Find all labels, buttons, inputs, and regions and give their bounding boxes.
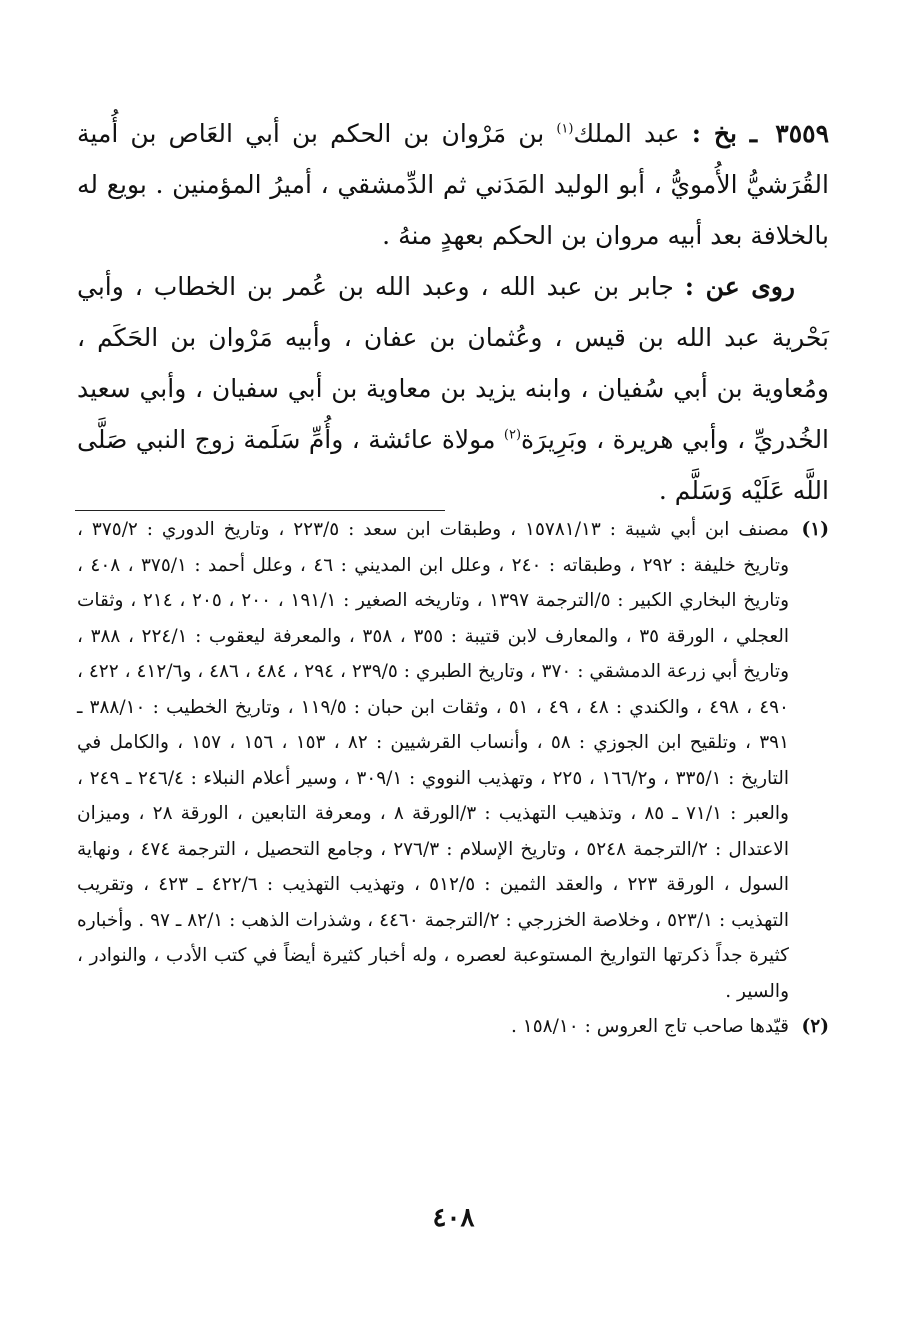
footnote-separator	[75, 510, 445, 511]
rowa-label: روى عن :	[684, 272, 795, 301]
main-text	[77, 108, 829, 516]
rowa-text-1: جابر بن عبد الله ، وعبد الله بن عُمر بن الخطاب ، وأبي بَحْرية عبد الله بن قيس ، وعُثمان بن عفان ، وأبيه مَرْوان بن الحَكَم ، ومُعاوية بن أبي سُفيان ، وابنه يزيد بن معاوية بن أبي سفيان ، وأبي سعيد الخُدريِّ ، وأبي هريرة ، وبَرِيرَة	[77, 272, 830, 454]
footnotes	[77, 512, 829, 1045]
page-number: ٤٠٨	[432, 1203, 475, 1233]
footnote-number: (٢)	[801, 1016, 829, 1037]
footnote-number: (١)	[801, 519, 829, 540]
entry-paragraph	[77, 108, 829, 261]
footnote-text: مصنف ابن أبي شيبة : ١٥٧٨١/١٣ ، وطبقات ابن سعد : ٢٢٣/٥ ، وتاريخ الدوري : ٣٧٥/٢ ، وتاريخ خليفة : ٢٩٢ ، وطبقاته : ٢٤٠ ، وعلل ابن المديني : ٤٦ ، وعلل أحمد : ٣٧٥/١ ، ٤٠٨ ، وتاريخ البخاري الكبير : ٥/الترجمة ١٣٩٧ ، وتاريخه الصغير : ١٩١/١ ، ٢٠٠ ، ٢٠٥ ، ٢١٤ ، وثقات العجلي ، الورقة ٣٥ ، والمعارف لابن قتيبة : ٣٥٥ ، ٣٥٨ ، والمعرفة ليعقوب : ٢٢٤/١ ، ٣٨٨ ، وتاريخ أبي زرعة الدمشقي : ٣٧٠ ، وتاريخ الطبري : ٢٣٩/٥ ، ٢٩٤ ، ٤٨٤ ، ٤٨٦ ، و٤١٢/٦ ، ٤٢٢ ، ٤٩٠ ، ٤٩٨ ، والكندي : ٤٨ ، ٤٩ ، ٥١ ، وثقات ابن حبان : ١١٩/٥ ، وتاريخ الخطيب : ٣٨٨/١٠ ـ ٣٩١ ، وتلقيح ابن الجوزي : ٥٨ ، وأنساب القرشيين : ٨٢ ، ١٥٣ ، ١٥٦ ، ١٥٧ ، والكامل في التاريخ : ٣٣٥/١ ، و١٦٦/٢ ، ٢٢٥ ، وتهذيب النووي : ٣٠٩/١ ، وسير أعلام النبلاء : ٢٤٦/٤ ـ ٢٤٩ ، والعبر : ٧١/١ ـ ٨٥ ، وتذهيب التهذيب : ٣/الورقة ٨ ، ومعرفة التابعين ، الورقة ٢٨ ، وميزان الاعتدال : ٢/الترجمة ٥٢٤٨ ، وتاريخ الإسلام : ٢٧٦/٣ ، وجامع التحصيل ، الترجمة ٤٧٤ ، ونهاية السول ، الورقة ٢٢٣ ، والعقد الثمين : ٥١٢/٥ ، وتهذيب التهذيب : ٤٢٢/٦ ـ ٤٢٣ ، وتقريب التهذيب : ٥٢٣/١ ، وخلاصة الخزرجي : ٢/الترجمة ٤٤٦٠ ، وشذرات الذهب : ٨٢/١ ـ ٩٧ . وأخباره كثيرة جداً ذكرتها التواريخ المستوعبة لعصره ، وله أخبار كثيرة أيضاً في كتب الأدب ، والنوادر ، والسير .	[77, 519, 790, 1002]
entry-bio: بن مَرْوان بن الحكم بن أبي العَاص بن أُمية القُرَشيُّ الأُمويُّ ، أبو الوليد المَدَني ثم الدِّمشقي ، أميرُ المؤمنين . بويع له بالخلافة بعد أبيه مروان بن الحكم بعهدٍ منهُ .	[77, 119, 829, 250]
entry-code: ـ بخ :	[691, 119, 758, 148]
footnote-ref-1[interactable]: (١)	[556, 121, 574, 137]
entry-number: ٣٥٥٩	[775, 119, 829, 148]
footnote-ref-2[interactable]: (٢)	[503, 427, 522, 443]
rowa-paragraph	[77, 261, 829, 516]
entry-head-name: عبد الملك	[573, 119, 680, 148]
footnote-text: قيّدها صاحب تاج العروس : ١٥٨/١٠ .	[511, 1016, 789, 1037]
footnote-2	[77, 1009, 829, 1045]
footnote-1	[77, 512, 829, 1009]
rowa-text-2: مولاة عائشة ، وأُمِّ سَلَمة زوج النبي صَلَّى اللَّه عَلَيْه وَسَلَّم .	[77, 425, 829, 505]
